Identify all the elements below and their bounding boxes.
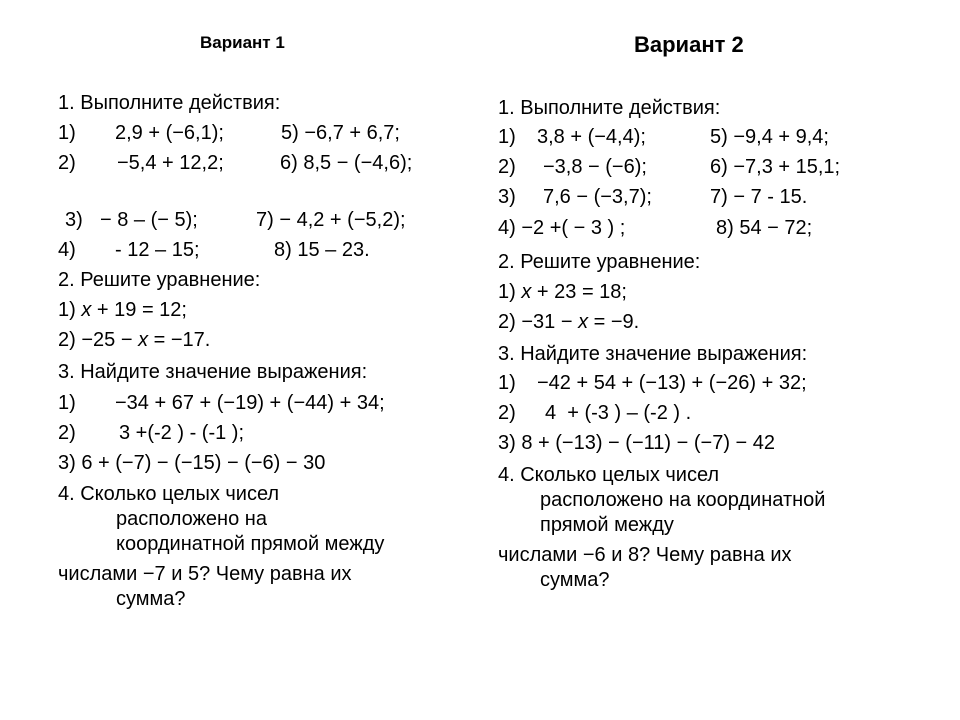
v1-t3-expr: 3 +(-2 ) - (-1 ); <box>119 422 245 444</box>
v1-task3-heading: 3. Найдите значение выражения: <box>58 361 368 383</box>
v2-t1-expr: 3,8 + (−4,4); <box>537 126 646 148</box>
v2-t1-expr: −3,8 − (−6); <box>543 156 647 178</box>
v1-t3-num: 1) <box>58 392 76 414</box>
v1-t3-expr: 3) 6 + (−7) − (−15) − (−6) − 30 <box>58 452 326 474</box>
v2-t1-expr: 7,6 − (−3,7); <box>543 186 652 208</box>
v2-t1-num: 1) <box>498 126 516 148</box>
v1-equation-1: 1) x + 19 = 12; <box>58 299 187 321</box>
v2-t1-expr: 5) −9,4 + 9,4; <box>710 126 829 148</box>
v2-t1-expr: 6) −7,3 + 15,1; <box>710 156 841 178</box>
v2-t3-expr: 3) 8 + (−13) − (−11) − (−7) − 42 <box>498 432 776 454</box>
v2-t3-expr: −42 + 54 + (−13) + (−26) + 32; <box>537 372 807 394</box>
v2-task3-heading: 3. Найдите значение выражения: <box>498 343 808 365</box>
v1-t1-expr: - 12 – 15; <box>115 239 200 261</box>
v1-equation-2: 2) −25 − x = −17. <box>58 329 211 351</box>
v2-t3-num: 1) <box>498 372 516 394</box>
variant2-title: Вариант 2 <box>634 32 744 57</box>
v2-t1-expr: 8) 54 − 72; <box>716 217 813 239</box>
variant1-title: Вариант 1 <box>200 33 285 52</box>
v1-t3-num: 2) <box>58 422 76 444</box>
v2-t1-expr: 7) − 7 - 15. <box>710 186 808 208</box>
v2-t1-num: 3) <box>498 186 516 208</box>
v2-task4-line: числами −6 и 8? Чему равна их <box>498 544 792 566</box>
v1-t1-num: 4) <box>58 239 76 261</box>
v1-task4-line: 4. Сколько целых чисел <box>58 483 280 505</box>
v1-t1-expr: −5,4 + 12,2; <box>117 152 224 174</box>
v1-task4-line: сумма? <box>116 588 186 610</box>
v1-t1-expr: 7) − 4,2 + (−5,2); <box>256 209 406 231</box>
v1-t1-expr: 6) 8,5 − (−4,6); <box>280 152 413 174</box>
v2-task1-heading: 1. Выполните действия: <box>498 97 721 119</box>
v2-task4-line: сумма? <box>540 569 610 591</box>
v1-task4-line: координатной прямой между <box>116 533 385 555</box>
v1-t1-expr: 8) 15 – 23. <box>274 239 370 261</box>
v1-t1-num: 1) <box>58 122 76 144</box>
v1-t1-num: 3) <box>65 209 83 231</box>
v2-t1-num: 2) <box>498 156 516 178</box>
v1-task1-heading: 1. Выполните действия: <box>58 92 281 114</box>
v2-t1-expr: 4) −2 +( − 3 ) ; <box>498 217 626 239</box>
v2-task2-heading: 2. Решите уравнение: <box>498 251 701 273</box>
v2-equation-2: 2) −31 − x = −9. <box>498 311 640 333</box>
v1-task4-line: числами −7 и 5? Чему равна их <box>58 563 352 585</box>
v1-task4-line: расположено на <box>116 508 267 530</box>
v2-task4-line: прямой между <box>540 514 674 536</box>
v1-t3-expr: −34 + 67 + (−19) + (−44) + 34; <box>115 392 385 414</box>
v1-task2-heading: 2. Решите уравнение: <box>58 269 261 291</box>
v1-t1-num: 2) <box>58 152 76 174</box>
v1-t1-expr: 5) −6,7 + 6,7; <box>281 122 400 144</box>
v2-task4-line: 4. Сколько целых чисел <box>498 464 720 486</box>
v2-task4-line: расположено на координатной <box>540 489 826 511</box>
v2-t3-num: 2) <box>498 402 516 424</box>
v1-t1-expr: 2,9 + (−6,1); <box>115 122 224 144</box>
v2-equation-1: 1) x + 23 = 18; <box>498 281 627 303</box>
v2-t3-expr: 4 + (-3 ) – (-2 ) . <box>545 402 692 424</box>
v1-t1-expr: − 8 – (− 5); <box>100 209 198 231</box>
